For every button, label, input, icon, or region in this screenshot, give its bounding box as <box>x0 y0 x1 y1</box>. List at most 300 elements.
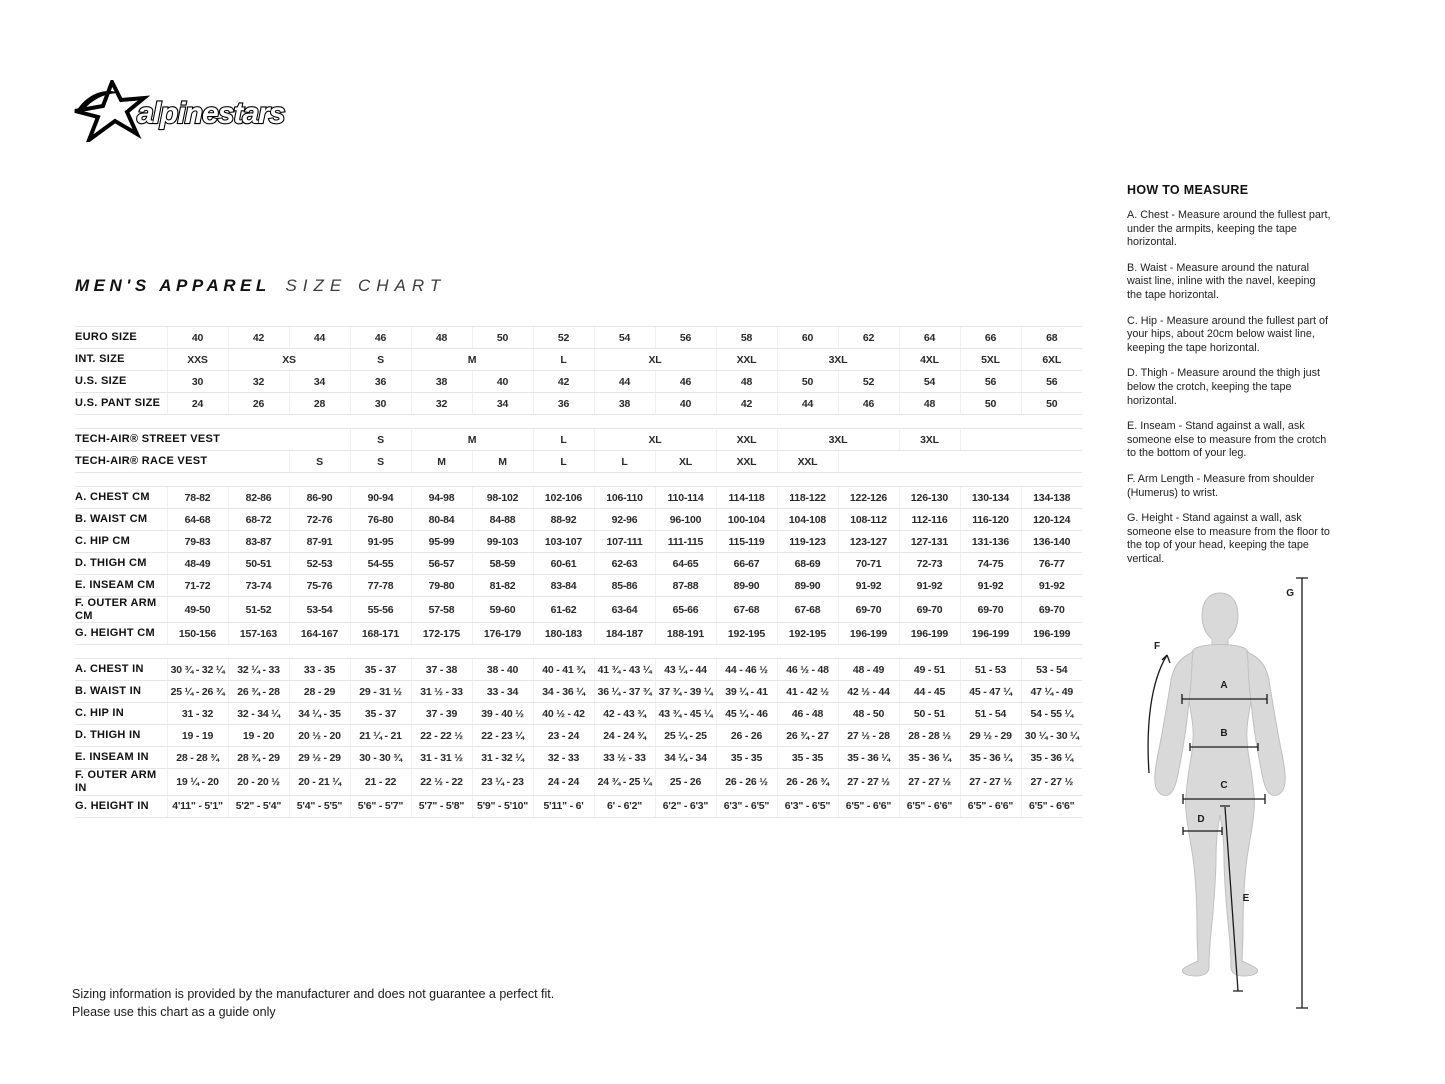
size-cell: 99-103 <box>472 531 533 553</box>
size-cell: 63-64 <box>594 597 655 623</box>
size-cell: 176-179 <box>472 623 533 645</box>
how-to-measure-panel <box>1127 183 1333 578</box>
size-cell: 59-60 <box>472 597 533 623</box>
size-cell: M <box>411 451 472 473</box>
size-cell: 46 <box>838 393 899 415</box>
size-cell: 35 - 36 ¼ <box>838 747 899 769</box>
size-cell: 87-91 <box>289 531 350 553</box>
row-label: E. INSEAM CM <box>75 575 167 597</box>
size-cell: 29 ½ - 29 <box>960 725 1021 747</box>
size-cell: 44 - 45 <box>899 681 960 703</box>
size-cell: 68-72 <box>228 509 289 531</box>
size-cell: 79-80 <box>411 575 472 597</box>
size-cell: 72-76 <box>289 509 350 531</box>
size-cell: 44 <box>289 327 350 349</box>
size-cell: 120-124 <box>1021 509 1082 531</box>
size-cell: 50-51 <box>228 553 289 575</box>
table-row <box>75 327 1082 349</box>
size-cell: 6'2" - 6'3" <box>655 795 716 817</box>
size-cell: 127-131 <box>899 531 960 553</box>
size-cell: 91-95 <box>350 531 411 553</box>
size-cell: 52 <box>838 371 899 393</box>
table-row <box>75 769 1082 795</box>
size-cell: 100-104 <box>716 509 777 531</box>
size-cell: 73-74 <box>228 575 289 597</box>
size-cell: 78-82 <box>167 487 228 509</box>
size-cell: 30 ¼ - 30 ¼ <box>1021 725 1082 747</box>
size-cell: 123-127 <box>838 531 899 553</box>
hip-label: C <box>1220 780 1228 791</box>
size-cell: 6'5" - 6'6" <box>838 795 899 817</box>
size-cell: 172-175 <box>411 623 472 645</box>
size-cell: 30 <box>167 371 228 393</box>
size-cell: 79-83 <box>167 531 228 553</box>
size-cell: 71-72 <box>167 575 228 597</box>
size-cell: 85-86 <box>594 575 655 597</box>
table-row <box>75 371 1082 393</box>
size-cell: 68-69 <box>777 553 838 575</box>
size-cell: 27 - 27 ½ <box>960 769 1021 795</box>
size-cell: 64-68 <box>167 509 228 531</box>
size-cell: 34 <box>289 371 350 393</box>
size-cell: 35 - 35 <box>716 747 777 769</box>
size-cell: 91-92 <box>1021 575 1082 597</box>
size-cell: 54-55 <box>350 553 411 575</box>
size-cell: 5'7" - 5'8" <box>411 795 472 817</box>
inseam-label: E <box>1242 893 1250 904</box>
size-cell: 104-108 <box>777 509 838 531</box>
size-cell: 48 - 49 <box>838 659 899 681</box>
size-cell: 31 - 32 ¼ <box>472 747 533 769</box>
size-cell: 36 <box>350 371 411 393</box>
row-label: D. THIGH IN <box>75 725 167 747</box>
size-cell: XXL <box>777 451 838 473</box>
size-cell: S <box>350 429 411 451</box>
size-cell: 26 - 26 <box>716 725 777 747</box>
size-cell: 52 <box>533 327 594 349</box>
size-cell: 119-123 <box>777 531 838 553</box>
size-cell: 76-77 <box>1021 553 1082 575</box>
size-cell: 26 <box>228 393 289 415</box>
size-cell: 75-76 <box>289 575 350 597</box>
size-cell: 88-92 <box>533 509 594 531</box>
size-cell: 37 - 39 <box>411 703 472 725</box>
size-cell: 40 <box>655 393 716 415</box>
body-measurement-diagram <box>1140 563 1445 1033</box>
alpinestars-star-icon <box>75 82 144 140</box>
row-label: F. OUTER ARM IN <box>75 769 167 795</box>
size-cell: 33 ½ - 33 <box>594 747 655 769</box>
size-cell <box>838 451 1082 473</box>
size-cell: 56 <box>960 371 1021 393</box>
size-cell: 3XL <box>899 429 960 451</box>
size-cell: 90-94 <box>350 487 411 509</box>
size-cell: 52-53 <box>289 553 350 575</box>
size-cell: 19 - 20 <box>228 725 289 747</box>
size-cell: 46 <box>655 371 716 393</box>
size-cell: 4'11" - 5'1" <box>167 795 228 817</box>
table-row <box>75 623 1082 645</box>
size-cell: 50 <box>1021 393 1082 415</box>
size-cell: 20 ½ - 20 <box>289 725 350 747</box>
size-cell: 35 - 37 <box>350 703 411 725</box>
size-cell: 38 <box>594 393 655 415</box>
figure-left-arm <box>1155 652 1193 795</box>
size-cell: XXL <box>716 349 777 371</box>
size-cell: 184-187 <box>594 623 655 645</box>
row-label: EURO SIZE <box>75 327 167 349</box>
size-cell: 36 <box>533 393 594 415</box>
size-cell: 40 <box>472 371 533 393</box>
table-row <box>75 597 1082 623</box>
size-cell: 68 <box>1021 327 1082 349</box>
size-cell: 25 - 26 <box>655 769 716 795</box>
size-cell: 196-199 <box>960 623 1021 645</box>
size-cell: 51 - 53 <box>960 659 1021 681</box>
size-cell: 3XL <box>777 349 899 371</box>
figure-torso-legs <box>1183 645 1258 977</box>
size-cell: 33 - 34 <box>472 681 533 703</box>
size-cell: 89-90 <box>777 575 838 597</box>
size-cell: 107-111 <box>594 531 655 553</box>
row-label: G. HEIGHT CM <box>75 623 167 645</box>
size-cell: 62-63 <box>594 553 655 575</box>
table-row <box>75 429 1082 451</box>
size-cell: XS <box>228 349 350 371</box>
size-cell: 67-68 <box>716 597 777 623</box>
alpinestars-wordmark: alpinestars <box>137 97 285 130</box>
row-label: C. HIP CM <box>75 531 167 553</box>
size-cell: 134-138 <box>1021 487 1082 509</box>
size-cell: 42 <box>716 393 777 415</box>
measure-instruction: A. Chest - Measure around the fullest part, under the armpits, keeping the tape horizontal. <box>1127 209 1331 249</box>
size-cell: 27 - 27 ½ <box>1021 769 1082 795</box>
size-cell <box>960 429 1082 451</box>
size-cell: 67-68 <box>777 597 838 623</box>
size-cell: 28 ¾ - 29 <box>228 747 289 769</box>
size-cell: 22 - 23 ¼ <box>472 725 533 747</box>
size-cell: 35 - 37 <box>350 659 411 681</box>
spacer-row <box>75 645 1082 659</box>
size-cell: 157-163 <box>228 623 289 645</box>
size-cell: 69-70 <box>838 597 899 623</box>
size-cell: M <box>411 349 533 371</box>
size-cell: 25 ¼ - 26 ¾ <box>167 681 228 703</box>
size-cell: 54 - 55 ¼ <box>1021 703 1082 725</box>
size-cell: 96-100 <box>655 509 716 531</box>
size-cell: S <box>350 451 411 473</box>
size-cell: M <box>472 451 533 473</box>
size-cell: 4XL <box>899 349 960 371</box>
size-cell: 27 - 27 ½ <box>899 769 960 795</box>
size-cell: 76-80 <box>350 509 411 531</box>
size-cell: 6'5" - 6'6" <box>1021 795 1082 817</box>
size-cell: 24 <box>167 393 228 415</box>
measure-instruction: B. Waist - Measure around the natural waist line, inline with the navel, keeping the tape horizontal. <box>1127 261 1316 301</box>
size-cell: 164-167 <box>289 623 350 645</box>
size-cell: 44 - 46 ½ <box>716 659 777 681</box>
size-cell: 6'3" - 6'5" <box>716 795 777 817</box>
size-cell: 37 ¾ - 39 ¼ <box>655 681 716 703</box>
how-to-measure-title: HOW TO MEASURE <box>1127 183 1249 197</box>
size-cell: 5'11" - 6' <box>533 795 594 817</box>
measure-instruction: G. Height - Stand against a wall, ask someone else to measure from the floor to the top of your head, keeping the tape vertical. <box>1127 512 1330 565</box>
page-title-main: MEN'S APPAREL <box>75 276 271 295</box>
size-cell: 84-88 <box>472 509 533 531</box>
size-cell: 70-71 <box>838 553 899 575</box>
disclaimer <box>72 985 554 1021</box>
size-cell: 58 <box>716 327 777 349</box>
size-cell: 56-57 <box>411 553 472 575</box>
size-cell: 122-126 <box>838 487 899 509</box>
size-cell: 77-78 <box>350 575 411 597</box>
table-row <box>75 531 1082 553</box>
size-cell: 42 ½ - 44 <box>838 681 899 703</box>
size-cell: 6'3" - 6'5" <box>777 795 838 817</box>
table-row <box>75 747 1082 769</box>
row-label: D. THIGH CM <box>75 553 167 575</box>
size-cell: 46 <box>350 327 411 349</box>
size-cell: 40 <box>167 327 228 349</box>
size-cell: 48 - 50 <box>838 703 899 725</box>
size-cell: 23 ¼ - 23 <box>472 769 533 795</box>
size-cell: 43 ¼ - 44 <box>655 659 716 681</box>
measure-instruction: D. Thigh - Measure around the thigh just below the crotch, keeping the tape horizontal. <box>1127 367 1321 407</box>
size-cell: 45 - 47 ¼ <box>960 681 1021 703</box>
size-cell: 54 <box>594 327 655 349</box>
size-cell: 192-195 <box>716 623 777 645</box>
size-cell: 42 <box>533 371 594 393</box>
size-cell: 44 <box>594 371 655 393</box>
size-cell: 39 ¼ - 41 <box>716 681 777 703</box>
size-cell: 114-118 <box>716 487 777 509</box>
table-row <box>75 509 1082 531</box>
size-cell: 47 ¼ - 49 <box>1021 681 1082 703</box>
size-cell: 48 <box>899 393 960 415</box>
row-label: U.S. SIZE <box>75 371 167 393</box>
size-cell: M <box>411 429 533 451</box>
row-label: B. WAIST IN <box>75 681 167 703</box>
size-cell: 20 - 20 ½ <box>228 769 289 795</box>
size-cell: 34 - 36 ¼ <box>533 681 594 703</box>
size-cell: 32 ¼ - 33 <box>228 659 289 681</box>
measure-instruction: C. Hip - Measure around the fullest part of your hips, about 20cm below waist line, keeping the tape horizontal. <box>1127 314 1329 354</box>
size-cell: 29 ½ - 29 <box>289 747 350 769</box>
measure-instruction: E. Inseam - Stand against a wall, ask someone else to measure from the crotch to the bottom of your leg. <box>1127 420 1327 460</box>
size-cell: 69-70 <box>899 597 960 623</box>
size-cell: 45 ¼ - 46 <box>716 703 777 725</box>
size-cell: 34 <box>472 393 533 415</box>
size-cell: XXL <box>716 429 777 451</box>
spacer-cell <box>75 473 1082 487</box>
row-label: B. WAIST CM <box>75 509 167 531</box>
size-cell: 196-199 <box>838 623 899 645</box>
size-cell: XXL <box>716 451 777 473</box>
disclaimer-line1: Sizing information is provided by the manufacturer and does not guarantee a perfect fit. <box>72 987 555 1001</box>
size-cell: 32 - 34 ¼ <box>228 703 289 725</box>
size-cell: 35 - 36 ¼ <box>960 747 1021 769</box>
size-cell: 22 - 22 ½ <box>411 725 472 747</box>
row-label: A. CHEST CM <box>75 487 167 509</box>
size-cell: S <box>350 349 411 371</box>
thigh-label: D <box>1197 814 1205 825</box>
size-cell: XXS <box>167 349 228 371</box>
size-cell: 39 - 40 ½ <box>472 703 533 725</box>
size-cell: 65-66 <box>655 597 716 623</box>
size-cell: 69-70 <box>1021 597 1082 623</box>
size-cell: 110-114 <box>655 487 716 509</box>
size-cell: 83-84 <box>533 575 594 597</box>
size-cell: 51-52 <box>228 597 289 623</box>
size-cell: 64 <box>899 327 960 349</box>
size-cell: 91-92 <box>899 575 960 597</box>
size-cell: 57-58 <box>411 597 472 623</box>
size-cell: 28 - 28 ½ <box>899 725 960 747</box>
size-cell: 91-92 <box>838 575 899 597</box>
row-label: A. CHEST IN <box>75 659 167 681</box>
size-cell: L <box>594 451 655 473</box>
size-cell: 30 <box>350 393 411 415</box>
row-label: C. HIP IN <box>75 703 167 725</box>
table-row <box>75 553 1082 575</box>
size-cell: 40 ½ - 42 <box>533 703 594 725</box>
size-cell: 35 - 36 ¼ <box>1021 747 1082 769</box>
size-cell: 72-73 <box>899 553 960 575</box>
size-cell: 131-136 <box>960 531 1021 553</box>
table-row <box>75 659 1082 681</box>
size-cell: 180-183 <box>533 623 594 645</box>
size-cell: 27 - 27 ½ <box>838 769 899 795</box>
size-cell: 116-120 <box>960 509 1021 531</box>
size-cell: 20 - 21 ¼ <box>289 769 350 795</box>
size-cell: 26 - 26 ¾ <box>777 769 838 795</box>
how-to-measure-items <box>1127 209 1333 566</box>
size-cell: 6' - 6'2" <box>594 795 655 817</box>
row-label: TECH-AIR® STREET VEST <box>75 429 350 451</box>
size-cell: 66 <box>960 327 1021 349</box>
size-cell: 46 - 48 <box>777 703 838 725</box>
table-row <box>75 575 1082 597</box>
size-cell: 106-110 <box>594 487 655 509</box>
size-cell: 48 <box>411 327 472 349</box>
size-cell: 192-195 <box>777 623 838 645</box>
size-cell: 46 ½ - 48 <box>777 659 838 681</box>
size-cell: 42 - 43 ¾ <box>594 703 655 725</box>
size-cell: 21 ¼ - 21 <box>350 725 411 747</box>
size-cell: 83-87 <box>228 531 289 553</box>
row-label: U.S. PANT SIZE <box>75 393 167 415</box>
size-cell: 136-140 <box>1021 531 1082 553</box>
size-cell: 98-102 <box>472 487 533 509</box>
size-cell: 5'4" - 5'5" <box>289 795 350 817</box>
size-cell: 50 - 51 <box>899 703 960 725</box>
spacer-row <box>75 473 1082 487</box>
spacer-cell <box>75 415 1082 429</box>
size-cell: 61-62 <box>533 597 594 623</box>
size-cell: 24 ¾ - 25 ¼ <box>594 769 655 795</box>
size-cell: XL <box>594 429 716 451</box>
size-cell: 69-70 <box>960 597 1021 623</box>
size-cell: 56 <box>1021 371 1082 393</box>
size-cell: 22 ½ - 22 <box>411 769 472 795</box>
size-table-body <box>75 327 1082 818</box>
size-cell: 29 - 31 ½ <box>350 681 411 703</box>
size-cell: 188-191 <box>655 623 716 645</box>
size-cell: 5'6" - 5'7" <box>350 795 411 817</box>
size-cell: L <box>533 451 594 473</box>
table-row <box>75 349 1082 371</box>
size-cell: 81-82 <box>472 575 533 597</box>
size-cell: 103-107 <box>533 531 594 553</box>
size-cell: 50 <box>960 393 1021 415</box>
size-cell: 62 <box>838 327 899 349</box>
size-cell: 28 - 29 <box>289 681 350 703</box>
size-cell: 25 ¼ - 25 <box>655 725 716 747</box>
size-cell: 19 - 19 <box>167 725 228 747</box>
size-cell: 24 - 24 ¾ <box>594 725 655 747</box>
size-cell: 32 <box>228 371 289 393</box>
size-cell: 41 - 42 ½ <box>777 681 838 703</box>
size-cell: 87-88 <box>655 575 716 597</box>
size-cell: 53 - 54 <box>1021 659 1082 681</box>
disclaimer-line2: Please use this chart as a guide only <box>72 1005 276 1020</box>
size-cell: 40 - 41 ¾ <box>533 659 594 681</box>
size-cell: 50 <box>472 327 533 349</box>
size-cell: 32 - 33 <box>533 747 594 769</box>
table-row <box>75 703 1082 725</box>
size-cell: 32 <box>411 393 472 415</box>
size-cell: 28 - 28 ¾ <box>167 747 228 769</box>
size-cell: 31 - 31 ½ <box>411 747 472 769</box>
size-cell: 43 ¾ - 45 ¼ <box>655 703 716 725</box>
chest-label: A <box>1220 680 1228 691</box>
size-cell: 38 <box>411 371 472 393</box>
size-cell: 111-115 <box>655 531 716 553</box>
row-label: TECH-AIR® RACE VEST <box>75 451 289 473</box>
size-cell: 36 ¼ - 37 ¾ <box>594 681 655 703</box>
size-cell: 95-99 <box>411 531 472 553</box>
size-cell: 5'2" - 5'4" <box>228 795 289 817</box>
spacer-cell <box>75 645 1082 659</box>
size-cell: 5XL <box>960 349 1021 371</box>
table-row <box>75 681 1082 703</box>
size-cell: 130-134 <box>960 487 1021 509</box>
table-row <box>75 451 1082 473</box>
size-cell: 89-90 <box>716 575 777 597</box>
size-cell: 126-130 <box>899 487 960 509</box>
spacer-row <box>75 415 1082 429</box>
size-cell: 3XL <box>777 429 899 451</box>
table-row <box>75 487 1082 509</box>
size-cell: 66-67 <box>716 553 777 575</box>
size-cell: 60 <box>777 327 838 349</box>
page-title <box>75 276 446 296</box>
size-cell: L <box>533 429 594 451</box>
size-cell: 64-65 <box>655 553 716 575</box>
size-cell: 56 <box>655 327 716 349</box>
size-cell: XL <box>655 451 716 473</box>
measure-instruction: F. Arm Length - Measure from shoulder (Humerus) to wrist. <box>1127 472 1315 499</box>
size-cell: 6'5" - 6'6" <box>899 795 960 817</box>
size-cell: 42 <box>228 327 289 349</box>
size-cell: 34 ¼ - 34 <box>655 747 716 769</box>
size-cell: 6XL <box>1021 349 1082 371</box>
size-cell: 55-56 <box>350 597 411 623</box>
page-title-sub: SIZE CHART <box>285 276 447 295</box>
size-cell: 31 ½ - 33 <box>411 681 472 703</box>
size-cell: 54 <box>899 371 960 393</box>
size-cell: 112-116 <box>899 509 960 531</box>
